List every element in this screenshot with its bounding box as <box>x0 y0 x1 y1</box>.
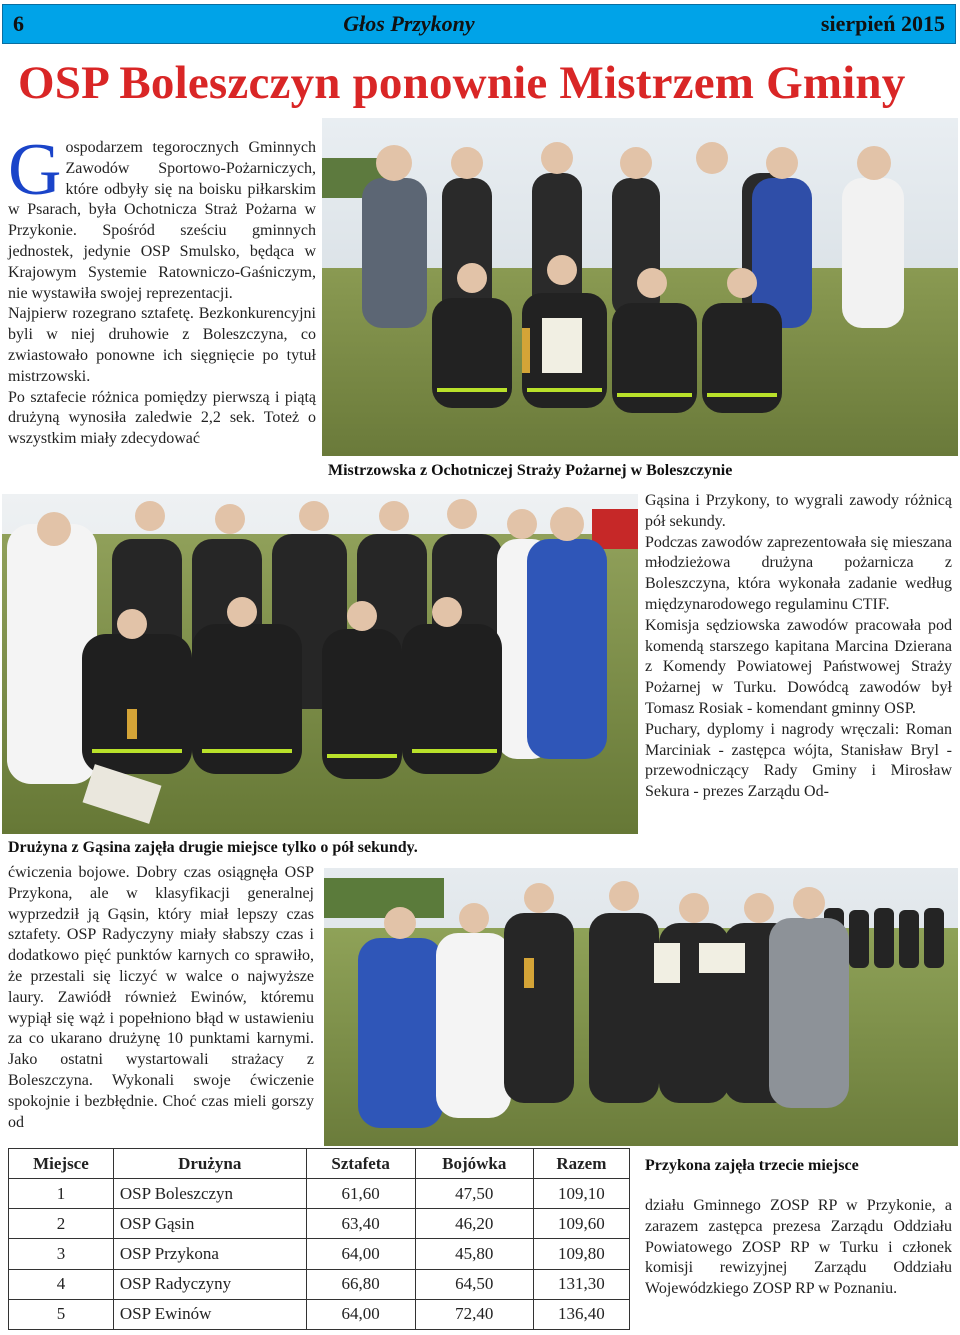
table-row <box>9 1209 630 1239</box>
table-cell: OSP Radyczyny <box>113 1269 306 1299</box>
column-header: Drużyna <box>113 1149 306 1179</box>
results-table <box>8 1148 630 1330</box>
photo-caption: Przykona zajęła trzecie miejsce <box>645 1157 859 1174</box>
table-cell: 66,80 <box>306 1269 415 1299</box>
table-cell: OSP Boleszczyn <box>113 1179 306 1209</box>
article-column-1 <box>8 129 316 450</box>
page-header <box>2 4 956 44</box>
photo-przykona-team <box>324 868 958 1146</box>
table-row <box>9 1269 630 1299</box>
paragraph: ćwiczenia bojowe. Dobry czas osiągnęła OSP Przykona, ale w klasyfikacji generalnej wyprzedził ją Gąsin, który miał lepszy czas sztafety. OSP Radyczyny miały słabszy czas i dodatkowo pięć punktów karnych co sprawiło, że przestali się liczyć w walce o najwyższe laury. Zawiódł również Ewinów, któremu wypiął się wąż i popełniono błąd w ustawieniu za co ukarano drużynę 10 punktami karnymi. Jako ostatni wystartowali strażacy z Boleszczyna. Wykonali swoje ćwiczenie spokojnie i bezbłędnie. Choć czas mieli gorszy od <box>8 864 314 1131</box>
article-headline: OSP Boleszczyn ponownie Mistrzem Gminy <box>18 57 906 109</box>
paragraph: działu Gminnego ZOSP RP w Przykonie, a zarazem zastępca prezesa Zarządu Oddziału Powiatowego ZOSP RP w Turku i członek komisji rewizyjnej Zarządu Oddziału Wojewódzkiego ZOSP RP w Poznaniu. <box>645 1197 952 1298</box>
paragraph: Komisja sędziowska zawodów pracowała pod komendą starszego kapitana Marcina Dzierana z Komendy Powiatowej Państwowej Straży Pożarnej w Turku. Dowódcą zawodów był Tomasz Rosiak - komendant gminny OSP. <box>645 616 952 717</box>
table-cell: 64,50 <box>415 1269 533 1299</box>
issue-date: sierpień 2015 <box>820 11 945 36</box>
column-header: Sztafeta <box>306 1149 415 1179</box>
column-header: Bojówka <box>415 1149 533 1179</box>
table-cell: 131,30 <box>533 1269 629 1299</box>
table-cell: 2 <box>9 1209 114 1239</box>
article-column-3 <box>8 863 314 1133</box>
photo-caption: Mistrzowska z Ochotniczej Straży Pożarnej w Boleszczynie <box>328 462 733 479</box>
table-row <box>9 1299 630 1329</box>
table-cell: 63,40 <box>306 1209 415 1239</box>
paragraph: Puchary, dyplomy i nagrody wręczali: Roman Marciniak - zastępca wójta, Stanisław Bryl - przewodniczący Rady Gminy i Mirosław Sekura - prezes Zarządu Od- <box>645 720 952 801</box>
table-cell: 109,60 <box>533 1209 629 1239</box>
article-column-4 <box>645 1196 952 1300</box>
table-row <box>9 1239 630 1269</box>
table-cell: 136,40 <box>533 1299 629 1329</box>
photo-caption: Drużyna z Gąsina zajęła drugie miejsce tylko o pół sekundy. <box>8 839 418 856</box>
photo-gasin-team <box>2 494 638 834</box>
table-cell: 109,10 <box>533 1179 629 1209</box>
table-row <box>9 1179 630 1209</box>
table-cell: 61,60 <box>306 1179 415 1209</box>
paragraph: Po sztafecie różnica pomiędzy pierwszą i piątą drużyną wynosiła zaledwie 2,2 sek. Toteż o wszystkim miały zdecydować <box>8 388 316 448</box>
table-cell: OSP Ewinów <box>113 1299 306 1329</box>
table-cell: 47,50 <box>415 1179 533 1209</box>
table-cell: OSP Gąsin <box>113 1209 306 1239</box>
table-cell: 1 <box>9 1179 114 1209</box>
table-cell: 64,00 <box>306 1239 415 1269</box>
page-number: 6 <box>13 11 24 36</box>
table-cell: 45,80 <box>415 1239 533 1269</box>
table-cell: OSP Przykona <box>113 1239 306 1269</box>
table-cell: 64,00 <box>306 1299 415 1329</box>
paragraph: Gospodarzem tegorocznych Gminnych Zawodów Sportowo-Pożarniczych, które odbyły się na boisku piłkarskim w Psarach, była Ochotnicza Straż Pożarna w Przykonie. Spośród sześciu gminnych jednostek, jedynie OSP Smulsko, będąca w Krajowym Systemie Ratowniczo-Gaśniczym, nie wystawiła swojej reprezentacji. <box>8 129 316 302</box>
article-column-2 <box>645 491 952 803</box>
column-header: Razem <box>533 1149 629 1179</box>
paragraph: Gąsina i Przykony, to wygrali zawody różnicą pół sekundy. <box>645 492 952 530</box>
table-cell: 72,40 <box>415 1299 533 1329</box>
column-header: Miejsce <box>9 1149 114 1179</box>
drop-cap: G <box>8 129 62 211</box>
table-cell: 109,80 <box>533 1239 629 1269</box>
table-header-row <box>9 1149 630 1179</box>
photo-boleszczyn-team <box>322 118 958 456</box>
table-cell: 5 <box>9 1299 114 1329</box>
table-cell: 4 <box>9 1269 114 1299</box>
publication-title: Głos Przykony <box>343 11 475 36</box>
table-cell: 46,20 <box>415 1209 533 1239</box>
table-cell: 3 <box>9 1239 114 1269</box>
paragraph: Najpierw rozegrano sztafetę. Bezkonkurencyjni byli w niej druhowie z Boleszczyna, co zwiastowało ponowne ich sięgnięcie po tytuł mistrzowski. <box>8 305 316 385</box>
paragraph: Podczas zawodów zaprezentowała się mieszana młodzieżowa drużyna pożarnicza z Boleszczyna, która wykonała zadanie według międzynarodowego regulaminu CTIF. <box>645 533 952 613</box>
